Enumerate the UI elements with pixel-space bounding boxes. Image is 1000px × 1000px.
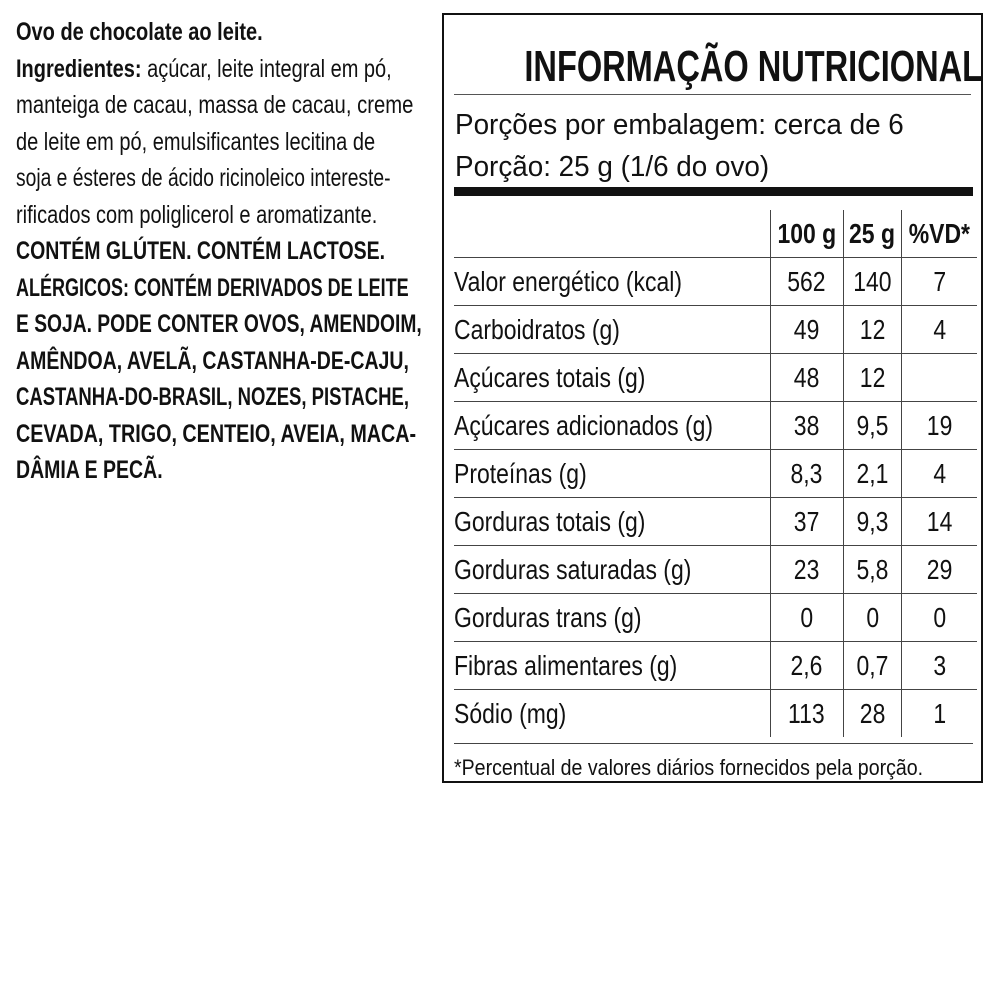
ingredients-block xyxy=(16,14,430,489)
allergen-line xyxy=(16,416,430,453)
footnote xyxy=(454,755,981,781)
title-divider xyxy=(454,94,971,95)
bottom-divider xyxy=(454,743,973,744)
allergen-text: CEVADA, TRIGO, CENTEIO, AVEIA, MACA- xyxy=(16,419,417,448)
table-header-row xyxy=(454,210,977,258)
nutrient-label: Sódio (mg) xyxy=(454,690,770,738)
ingredients-line xyxy=(16,160,430,197)
allergen-line xyxy=(16,452,430,489)
value-vd: 1 xyxy=(902,690,977,738)
nutrient-label: Fibras alimentares (g) xyxy=(454,642,770,690)
value-vd: 4 xyxy=(902,450,977,498)
allergen-text: ALÉRGICOS: CONTÉM DERIVADOS DE LEITE xyxy=(16,273,409,302)
table-row xyxy=(454,402,977,450)
value-100g: 49 xyxy=(770,306,843,354)
nutrient-label: Carboidratos (g) xyxy=(454,306,770,354)
value-100g: 37 xyxy=(770,498,843,546)
value-vd: 4 xyxy=(902,306,977,354)
value-25g: 5,8 xyxy=(843,546,902,594)
nutrient-label: Gorduras totais (g) xyxy=(454,498,770,546)
value-25g: 9,3 xyxy=(843,498,902,546)
footnote-text: *Percentual de valores diários fornecidos pela porção. xyxy=(454,755,924,780)
allergen-line xyxy=(16,306,430,343)
nutrient-label: Valor energético (kcal) xyxy=(454,258,770,306)
ingredients-text: de leite em pó, emulsificantes lecitina de xyxy=(16,127,376,156)
servings-per-package-text: Porções por embalagem: cerca de 6 xyxy=(455,109,904,141)
value-25g: 9,5 xyxy=(843,402,902,450)
allergen-text: CONTÉM GLÚTEN. CONTÉM LACTOSE. xyxy=(16,237,386,265)
value-100g: 2,6 xyxy=(770,642,843,690)
nutrition-title-text: INFORMAÇÃO NUTRICIONAL xyxy=(524,42,982,91)
value-25g: 12 xyxy=(843,306,902,354)
value-100g: 562 xyxy=(770,258,843,306)
thick-divider xyxy=(454,187,973,196)
value-25g: 0,7 xyxy=(843,642,902,690)
allergen-line xyxy=(16,379,430,416)
nutrient-label: Proteínas (g) xyxy=(454,450,770,498)
table-row xyxy=(454,258,977,306)
nutrition-title xyxy=(444,41,981,93)
value-100g: 113 xyxy=(770,690,843,738)
value-100g: 0 xyxy=(770,594,843,642)
ingredients-line xyxy=(16,124,430,161)
column-header-100g: 100 g xyxy=(770,210,843,258)
ingredients-line xyxy=(16,51,430,88)
value-vd: 3 xyxy=(902,642,977,690)
value-vd: 7 xyxy=(902,258,977,306)
product-name-line xyxy=(16,14,430,51)
allergen-line xyxy=(16,233,430,270)
column-header-vd: %VD* xyxy=(902,210,977,258)
table-row xyxy=(454,450,977,498)
allergen-line xyxy=(16,270,430,307)
value-25g: 0 xyxy=(843,594,902,642)
value-vd: 19 xyxy=(902,402,977,450)
table-row xyxy=(454,354,977,402)
table-row xyxy=(454,690,977,738)
table-row xyxy=(454,594,977,642)
value-100g: 38 xyxy=(770,402,843,450)
value-vd: 29 xyxy=(902,546,977,594)
table-row xyxy=(454,642,977,690)
nutrient-table xyxy=(454,210,977,737)
allergen-line xyxy=(16,343,430,380)
nutrition-facts-table xyxy=(442,13,983,783)
allergen-text: CASTANHA-DO-BRASIL, NOZES, PISTACHE, xyxy=(16,383,409,411)
value-100g: 8,3 xyxy=(770,450,843,498)
ingredients-text: manteiga de cacau, massa de cacau, creme xyxy=(16,91,414,119)
ingredients-line xyxy=(16,197,430,234)
value-100g: 48 xyxy=(770,354,843,402)
value-25g: 12 xyxy=(843,354,902,402)
ingredients-text: soja e ésteres de ácido ricinoleico intereste- xyxy=(16,164,391,192)
ingredients-heading: Ingredientes: xyxy=(16,54,142,83)
value-vd xyxy=(902,354,977,402)
value-vd: 14 xyxy=(902,498,977,546)
table-row xyxy=(454,306,977,354)
serving-size xyxy=(455,149,782,185)
value-vd: 0 xyxy=(902,594,977,642)
nutrient-label: Gorduras trans (g) xyxy=(454,594,770,642)
ingredients-text: açúcar, leite integral em pó, xyxy=(141,54,392,83)
servings-per-package xyxy=(455,107,922,143)
value-25g: 140 xyxy=(843,258,902,306)
nutrient-label: Açúcares totais (g) xyxy=(454,354,770,402)
table-header-label xyxy=(454,210,770,258)
value-25g: 28 xyxy=(843,690,902,738)
table-row xyxy=(454,546,977,594)
allergen-text: E SOJA. PODE CONTER OVOS, AMENDOIM, xyxy=(16,310,422,338)
allergen-text: DÂMIA E PECÃ. xyxy=(16,456,163,484)
nutrient-label: Açúcares adicionados (g) xyxy=(454,402,770,450)
column-header-25g: 25 g xyxy=(843,210,902,258)
ingredients-text: rificados com poliglicerol e aromatizante. xyxy=(16,200,378,229)
serving-size-text: Porção: 25 g (1/6 do ovo) xyxy=(455,151,770,183)
value-25g: 2,1 xyxy=(843,450,902,498)
ingredients-line xyxy=(16,87,430,124)
product-name: Ovo de chocolate ao leite. xyxy=(16,18,263,46)
nutrient-label: Gorduras saturadas (g) xyxy=(454,546,770,594)
allergen-text: AMÊNDOA, AVELÃ, CASTANHA-DE-CAJU, xyxy=(16,346,409,375)
table-row xyxy=(454,498,977,546)
value-100g: 23 xyxy=(770,546,843,594)
